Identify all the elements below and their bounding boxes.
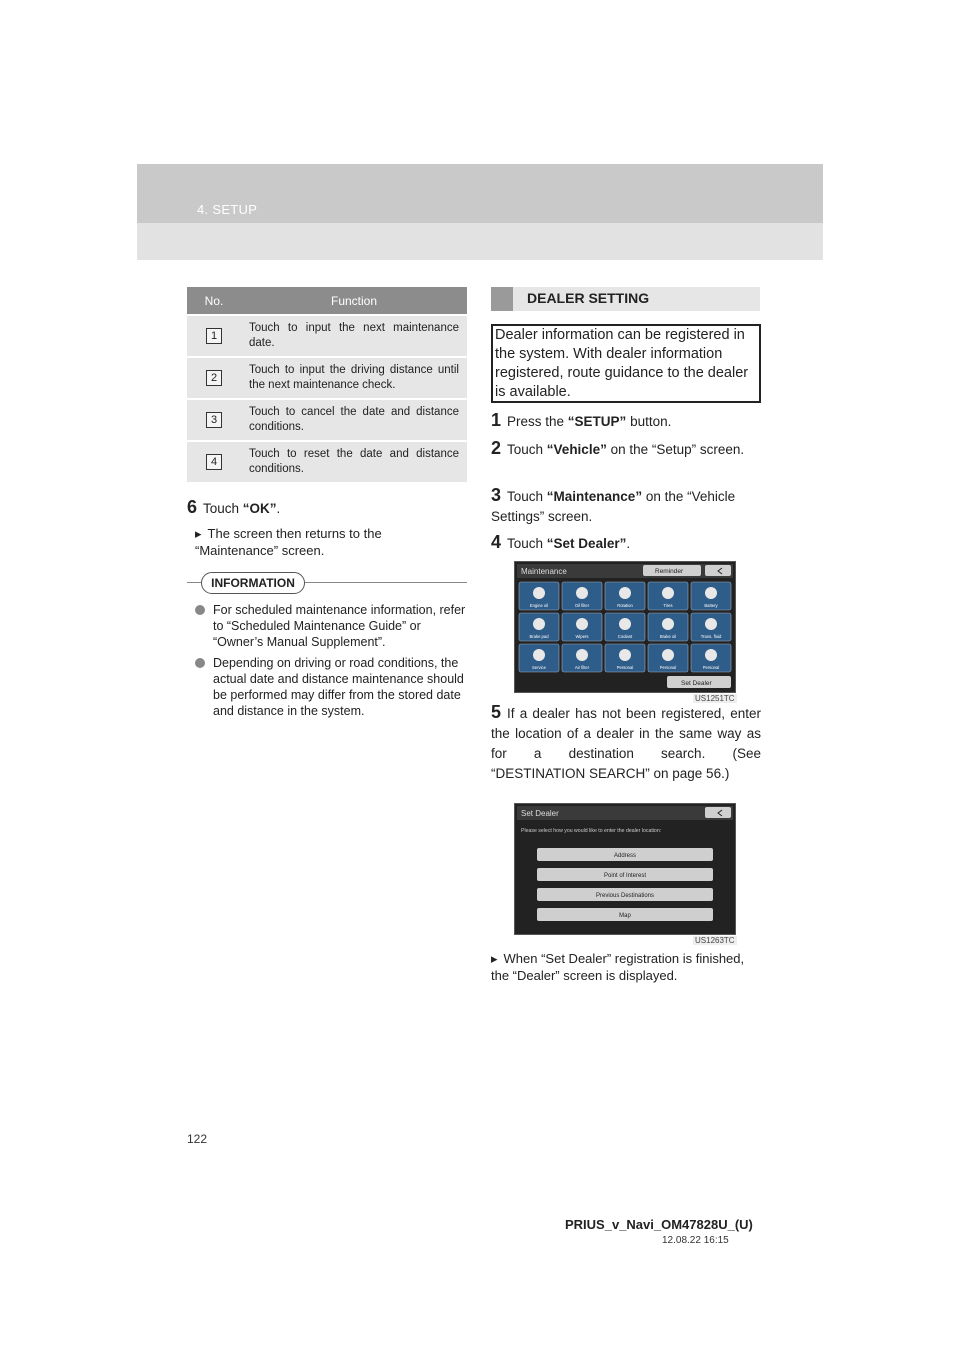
maintenance-item-icon	[619, 649, 631, 661]
maintenance-item-label: Personal	[702, 665, 720, 670]
maintenance-item-label: Personal	[616, 665, 634, 670]
maintenance-item-label: Personal	[659, 665, 677, 670]
dealer-setting-bar	[491, 287, 760, 311]
step-2: 2 Touch “Vehicle” on the “Setup” screen.	[491, 438, 745, 458]
maintenance-item-icon	[619, 587, 631, 599]
dealer-option-label: Map	[619, 913, 631, 919]
screen-code: US1263TC	[695, 936, 735, 945]
set-dealer-title: Set Dealer	[521, 809, 559, 818]
screen-code: US1251TC	[695, 694, 735, 703]
dealer-option-label: Point of Interest	[603, 873, 647, 879]
document-id: PRIUS_v_Navi_OM47828U_(U)	[565, 1217, 753, 1232]
step-1: 1 Press the “SETUP” button.	[491, 410, 672, 430]
maintenance-item-icon	[662, 587, 674, 599]
dealer-setting-title: DEALER SETTING	[527, 290, 650, 306]
page-number: 122	[187, 1132, 208, 1146]
step-4: 4 Touch “Set Dealer”.	[491, 532, 631, 552]
maintenance-screenshot	[514, 561, 736, 703]
maintenance-item-icon	[705, 618, 717, 630]
function-cell: Touch to reset the date and distance conditions.	[241, 441, 467, 482]
maintenance-item-label: Tires	[663, 603, 673, 608]
maintenance-item-label: Wipers	[575, 634, 589, 639]
set-dealer-screenshot	[514, 803, 736, 945]
table-row	[187, 357, 467, 399]
reminder-label: Reminder	[655, 568, 684, 575]
info-item: Depending on driving or road conditions, the actual date and distance maintenance should be performed may differ from the stored date and distance in the system.	[195, 655, 467, 719]
set-dealer-label: Set Dealer	[681, 680, 712, 687]
maintenance-item-icon	[619, 618, 631, 630]
col-function-header: Function	[241, 287, 467, 315]
maintenance-item-label: Oil filter	[574, 603, 590, 608]
bullet-icon: ▸	[491, 951, 498, 966]
section-label: 4. SETUP	[197, 202, 258, 217]
function-cell: Touch to input the driving distance until the next maintenance check.	[241, 357, 467, 399]
section-marker	[491, 287, 513, 311]
maintenance-screen-svg	[515, 562, 735, 692]
maintenance-item-label: Engine oil	[529, 603, 549, 608]
info-item: For scheduled maintenance information, refer to “Scheduled Maintenance Guide” or “Owner’s Manual Supplement”.	[195, 602, 467, 650]
dealer-description: Dealer information can be registered in the system. With dealer information registered, route guidance to the dealer is available.	[491, 324, 761, 403]
function-cell: Touch to cancel the date and distance conditions.	[241, 399, 467, 441]
set-dealer-screen-svg	[515, 804, 735, 934]
maintenance-item-icon	[705, 649, 717, 661]
table-row	[187, 441, 467, 482]
maintenance-item-icon	[662, 649, 674, 661]
maintenance-item-label: Coolant	[617, 634, 633, 639]
maintenance-item-label: Trans. fluid	[700, 634, 722, 639]
header-band	[137, 164, 823, 223]
maintenance-item-label: Brake pad	[529, 634, 549, 639]
step-5: 5 If a dealer has not been registered, enter the location of a dealer in the same way as for a destination search. (See “DESTINATION SEARCH” on page 56.)	[491, 702, 761, 781]
number-box: 1	[206, 328, 222, 344]
bullet-dot-icon	[195, 605, 205, 615]
bullet-icon: ▸	[195, 526, 202, 541]
bullet-dot-icon	[195, 658, 205, 668]
table-row	[187, 315, 467, 357]
maintenance-item-label: Service	[532, 665, 546, 670]
maintenance-item-icon	[576, 587, 588, 599]
maintenance-item-icon	[576, 649, 588, 661]
page-header	[137, 164, 823, 260]
maintenance-item-icon	[705, 587, 717, 599]
step-6: 6 Touch “OK”.	[187, 497, 281, 517]
number-box: 4	[206, 454, 222, 470]
table-row	[187, 399, 467, 441]
maintenance-item-icon	[533, 587, 545, 599]
bullet-dealer-finished: ▸ When “Set Dealer” registration is finished, the “Dealer” screen is displayed.	[491, 951, 745, 983]
dealer-option-label: Previous Destinations	[595, 893, 655, 899]
information-tag: INFORMATION	[201, 572, 305, 594]
maintenance-item-icon	[533, 618, 545, 630]
bullet-returns: ▸ The screen then returns to the “Maintenance” screen.	[195, 526, 382, 558]
number-box: 3	[206, 412, 222, 428]
function-cell: Touch to input the next maintenance date.	[241, 315, 467, 357]
set-dealer-prompt: Please select how you would like to enter the dealer location:	[521, 828, 662, 834]
dealer-option-label: Address	[613, 853, 637, 859]
maintenance-item-label: Brake oil	[659, 634, 677, 639]
col-no-header: No.	[187, 287, 241, 315]
maintenance-item-label: Rotation	[617, 603, 633, 608]
maintenance-item-label: Battery	[704, 603, 718, 608]
maintenance-item-icon	[533, 649, 545, 661]
print-timestamp: 12.08.22 16:15	[662, 1235, 729, 1246]
maintenance-item-icon	[662, 618, 674, 630]
number-box: 2	[206, 370, 222, 386]
step-3: 3 Touch “Maintenance” on the “Vehicle Settings” screen.	[491, 485, 736, 524]
maintenance-title: Maintenance	[521, 567, 567, 576]
function-table	[187, 287, 467, 482]
maintenance-item-icon	[576, 618, 588, 630]
maintenance-item-label: Air filter	[574, 665, 590, 670]
